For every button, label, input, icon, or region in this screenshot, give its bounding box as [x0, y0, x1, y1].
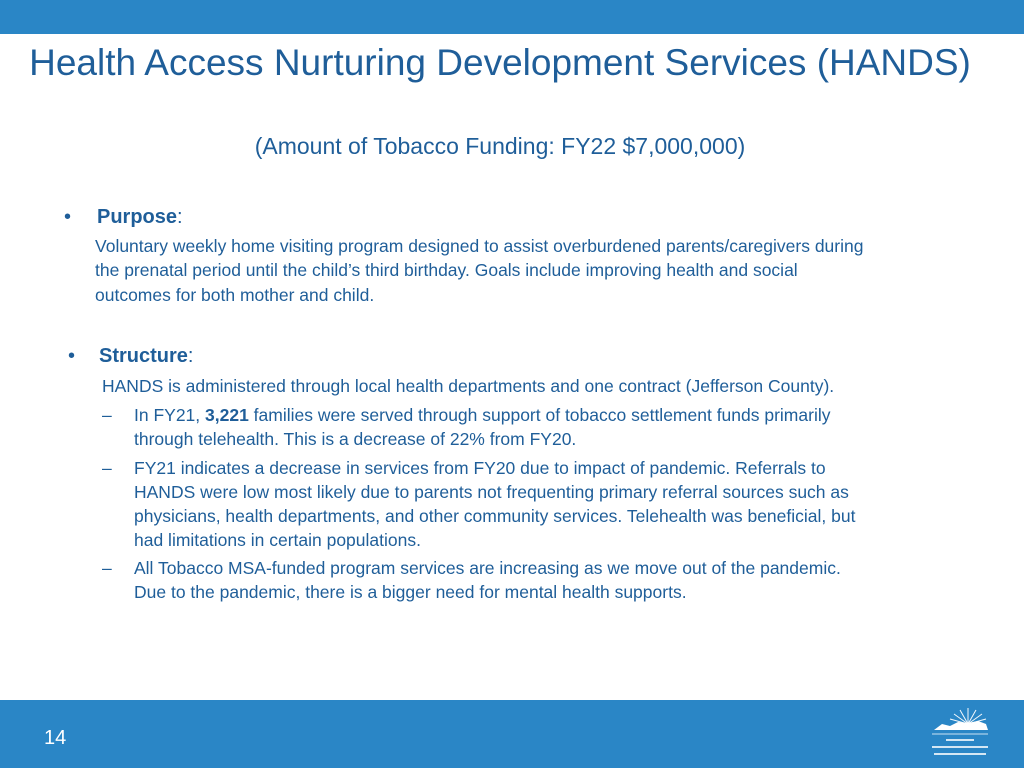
structure-item-3-line-1: All Tobacco MSA-funded program services are increasing as we move out of the pandemic. — [134, 558, 841, 578]
slide-title: Health Access Nurturing Development Services (HANDS) — [29, 42, 971, 83]
purpose-colon: : — [177, 206, 183, 228]
structure-item-3-dash: – — [102, 558, 112, 578]
structure-item-1-line-1 — [134, 403, 830, 428]
slide-subtitle: (Amount of Tobacco Funding: FY22 $7,000,000) — [254, 133, 746, 159]
purpose-bullet: • — [64, 206, 72, 228]
purpose-line-2: the prenatal period until the child’s third birthday. Goals include improving health and social — [95, 260, 798, 280]
structure-heading-text: Structure — [99, 345, 188, 367]
kentucky-logo-svg — [928, 704, 992, 762]
structure-heading — [99, 343, 193, 369]
structure-item-2-line-1: FY21 indicates a decrease in services from FY20 due to impact of pandemic. Referrals to — [134, 458, 826, 478]
structure-item-2-line-4: had limitations in certain populations. — [134, 530, 421, 550]
structure-item-2-line-3: physicians, health departments, and other community services. Telehealth was beneficial, but — [134, 506, 856, 526]
purpose-line-1: Voluntary weekly home visiting program designed to assist overburdened parents/caregivers during — [95, 236, 864, 256]
bottom-bar — [0, 700, 1024, 768]
structure-item-1-dash: – — [102, 405, 112, 425]
families-served-count: 3,221 — [205, 405, 249, 425]
structure-bullet: • — [68, 345, 76, 367]
purpose-line-3: outcomes for both mother and child. — [95, 285, 375, 305]
purpose-heading — [97, 204, 183, 230]
structure-intro: HANDS is administered through local health departments and one contract (Jefferson County). — [102, 376, 835, 396]
item-1-rest: families were served through support of tobacco settlement funds primarily — [248, 405, 831, 425]
structure-item-3-line-2: Due to the pandemic, there is a bigger need for mental health supports. — [134, 582, 687, 602]
item-1-prefix: In FY21, — [134, 405, 206, 425]
kentucky-logo-icon — [928, 704, 992, 762]
structure-colon: : — [187, 345, 194, 367]
structure-item-1-line-2: through telehealth. This is a decrease of 22% from FY20. — [134, 429, 577, 449]
purpose-heading-text: Purpose — [97, 206, 178, 228]
structure-item-2-dash: – — [102, 458, 112, 478]
top-bar — [0, 0, 1024, 34]
page-number: 14 — [44, 727, 67, 749]
structure-item-2-line-2: HANDS were low most likely due to parents not frequenting primary referral sources such as — [134, 482, 849, 502]
